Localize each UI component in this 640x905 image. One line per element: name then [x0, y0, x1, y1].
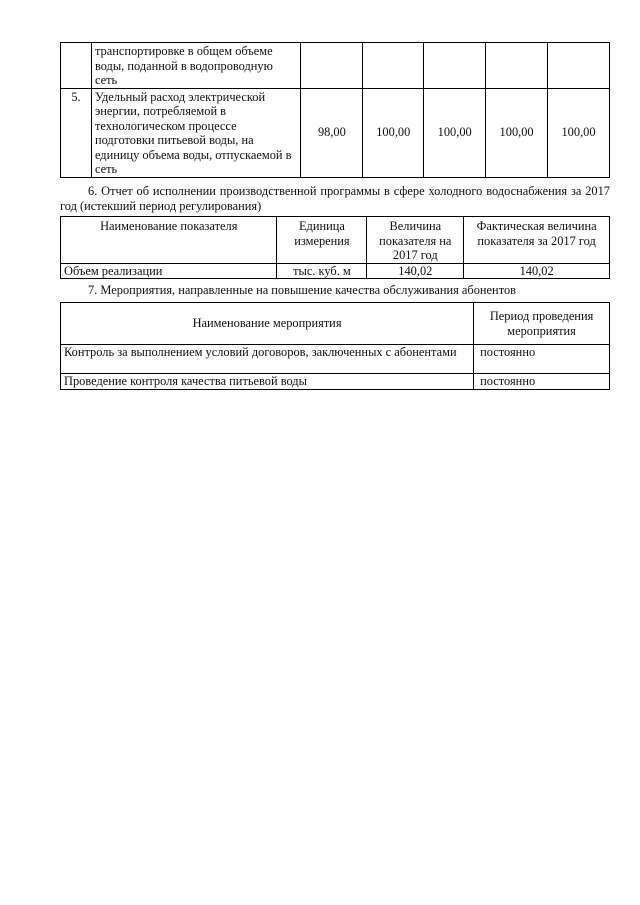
value-cell: [548, 43, 610, 89]
value-cell: [486, 43, 548, 89]
value-cell: 100,00: [548, 88, 610, 177]
table-header-row: [61, 217, 610, 264]
column-header: Величина показателя на 2017 год: [367, 217, 464, 264]
indicator-name: Удельный расход электрической энергии, потребляемой в технологическом процессе подготовки питьевой воды, на единицу объема воды, отпускаемой в сеть: [91, 88, 301, 177]
row-number: [61, 43, 92, 89]
value-cell: 100,00: [486, 88, 548, 177]
column-header: Период проведения мероприятия: [474, 303, 610, 345]
value-cell: [363, 43, 424, 89]
section-7-heading: 7. Мероприятия, направленные на повышение качества обслуживания абонентов: [88, 283, 516, 297]
indicators-table: [60, 42, 610, 178]
value-cell: [424, 43, 486, 89]
value-cell: 100,00: [363, 88, 424, 177]
table-row: [61, 263, 610, 279]
measures-table: [60, 302, 610, 390]
value-cell: [301, 43, 363, 89]
table-row: [61, 345, 610, 374]
actual-value: 140,02: [464, 263, 610, 279]
measure-period: постоянно: [474, 345, 610, 374]
measure-period: постоянно: [474, 374, 610, 390]
table-header-row: [61, 303, 610, 345]
value-cell: 98,00: [301, 88, 363, 177]
column-header: Фактическая величина показателя за 2017 год: [464, 217, 610, 264]
report-table: [60, 216, 610, 279]
measure-text: Контроль за выполнением условий договоров, заключенных с абонентами: [64, 345, 457, 359]
table-row: [61, 88, 610, 177]
planned-value: 140,02: [367, 263, 464, 279]
table-row: [61, 43, 610, 89]
column-header: Единица измерения: [277, 217, 367, 264]
value-cell: 100,00: [424, 88, 486, 177]
unit-cell: тыс. куб. м: [277, 263, 367, 279]
section-6-heading: 6. Отчет об исполнении производственной программы в сфере холодного водоснабжения за 2017 год (истекший период регулирования): [60, 184, 610, 213]
column-header: Наименование показателя: [61, 217, 277, 264]
row-number: 5.: [61, 88, 92, 177]
column-header: Наименование мероприятия: [61, 303, 474, 345]
measure-name: Проведение контроля качества питьевой воды: [61, 374, 474, 390]
indicator-name: транспортировке в общем объеме воды, поданной в водопроводную сеть: [91, 43, 301, 89]
indicator-name: Объем реализации: [61, 263, 277, 279]
measure-name: [61, 345, 474, 374]
table-row: [61, 374, 610, 390]
